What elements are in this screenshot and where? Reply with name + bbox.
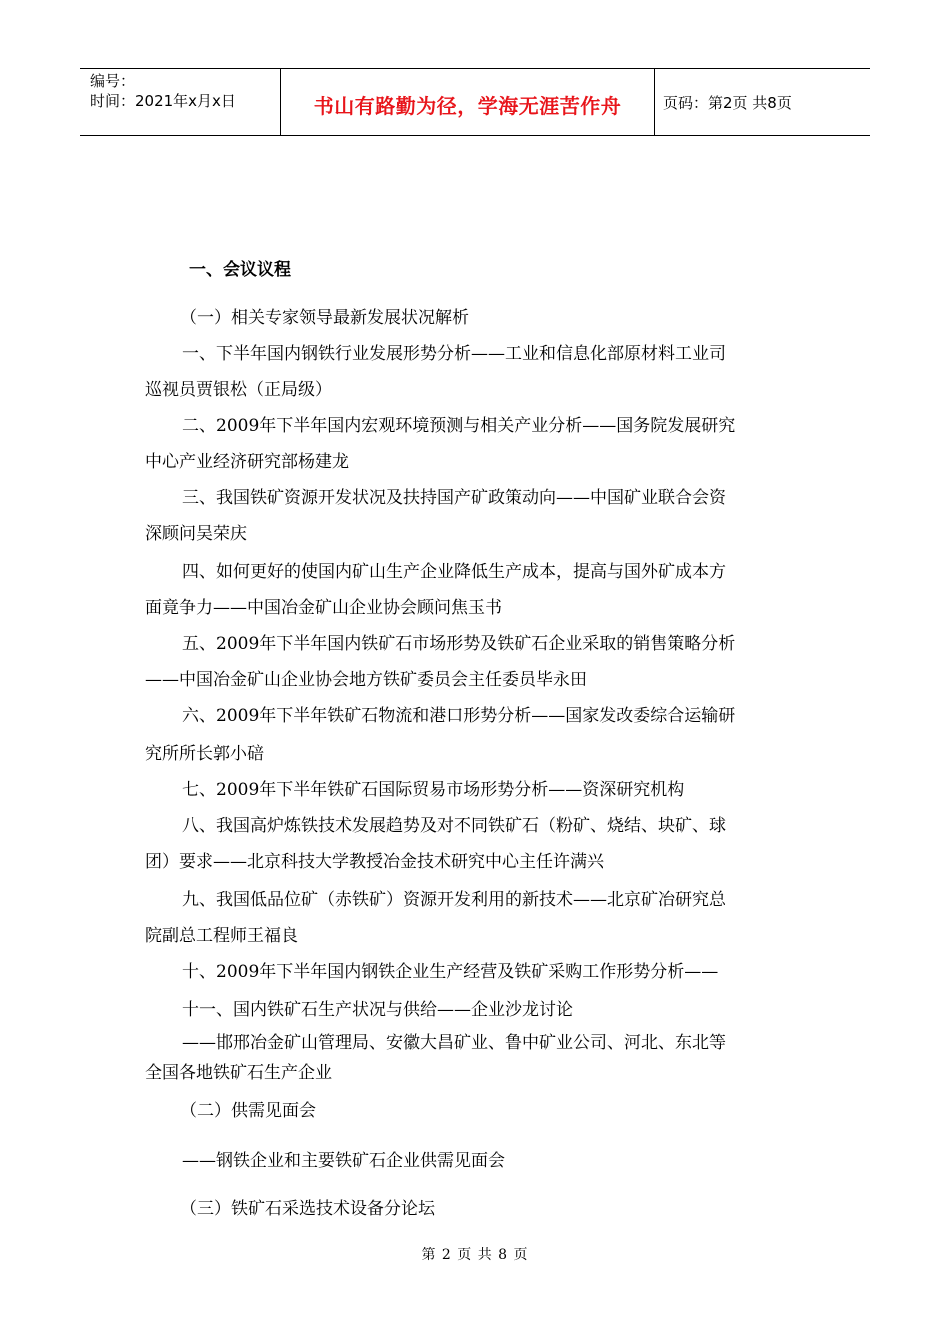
page-footer: 第 2 页 共 8 页 — [421, 1247, 529, 1263]
subsection-heading: （二）供需见面会 — [180, 1101, 316, 1121]
agenda-item: 二、2009年下半年国内宏观环境预测与相关产业分析——国务院发展研究 — [182, 416, 736, 436]
agenda-item: ——钢铁企业和主要铁矿石企业供需见面会 — [182, 1151, 505, 1171]
agenda-item-continuation: ——邯邢冶金矿山管理局、安徽大昌矿业、鲁中矿业公司、河北、东北等 — [182, 1033, 726, 1053]
agenda-item-continuation: 究所所长郭小碚 — [145, 744, 264, 764]
agenda-item-continuation: 全国各地铁矿石生产企业 — [145, 1063, 332, 1083]
agenda-item-continuation: 团）要求——北京科技大学教授冶金技术研究中心主任许满兴 — [145, 852, 604, 872]
agenda-item-continuation: 深顾问吴荣庆 — [145, 524, 247, 544]
agenda-item-continuation: 院副总工程师王福良 — [145, 926, 298, 946]
agenda-item: 五、2009年下半年国内铁矿石市场形势及铁矿石企业采取的销售策略分析 — [182, 634, 736, 654]
agenda-item-continuation: 巡视员贾银松（正局级） — [145, 380, 332, 400]
agenda-item: 十、2009年下半年国内钢铁企业生产经营及铁矿采购工作形势分析—— — [182, 962, 719, 982]
agenda-item: 六、2009年下半年铁矿石物流和港口形势分析——国家发改委综合运输研 — [182, 706, 736, 726]
agenda-item-continuation: ——中国冶金矿山企业协会地方铁矿委员会主任委员毕永田 — [145, 670, 587, 690]
header-meta-cell — [80, 69, 281, 135]
agenda-item-continuation: 面竟争力——中国冶金矿山企业协会顾问焦玉书 — [145, 598, 502, 618]
page-header — [80, 68, 870, 136]
agenda-item-continuation: 中心产业经济研究部杨建龙 — [145, 452, 349, 472]
document-date-label: 时间：2021年x月x日 — [90, 92, 236, 110]
section-title: 一、会议议程 — [189, 260, 291, 280]
header-motto: 书山有路勤为径，学海无涯苦作舟 — [313, 93, 622, 118]
agenda-item: 七、2009年下半年铁矿石国际贸易市场形势分析——资深研究机构 — [182, 780, 685, 800]
agenda-item: 十一、国内铁矿石生产状况与供给——企业沙龙讨论 — [182, 1000, 573, 1020]
agenda-item: 八、我国高炉炼铁技术发展趋势及对不同铁矿石（粉矿、烧结、块矿、球 — [182, 816, 726, 836]
agenda-item: 四、如何更好的使国内矿山生产企业降低生产成本，提高与国外矿成本方 — [182, 562, 726, 582]
header-motto-cell — [281, 69, 655, 135]
agenda-item: 九、我国低品位矿（赤铁矿）资源开发利用的新技术——北京矿冶研究总 — [182, 890, 726, 910]
header-page-number: 页码：第2页 共8页 — [663, 93, 792, 112]
subsection-heading: （一）相关专家领导最新发展状况解析 — [180, 308, 469, 328]
header-page-cell — [655, 69, 870, 135]
agenda-item: 一、下半年国内钢铁行业发展形势分析——工业和信息化部原材料工业司 — [182, 344, 726, 364]
subsection-heading: （三）铁矿石采选技术设备分论坛 — [180, 1199, 435, 1219]
agenda-item: 三、我国铁矿资源开发状况及扶持国产矿政策动向——中国矿业联合会资 — [182, 488, 726, 508]
document-number-label: 编号： — [90, 72, 136, 90]
